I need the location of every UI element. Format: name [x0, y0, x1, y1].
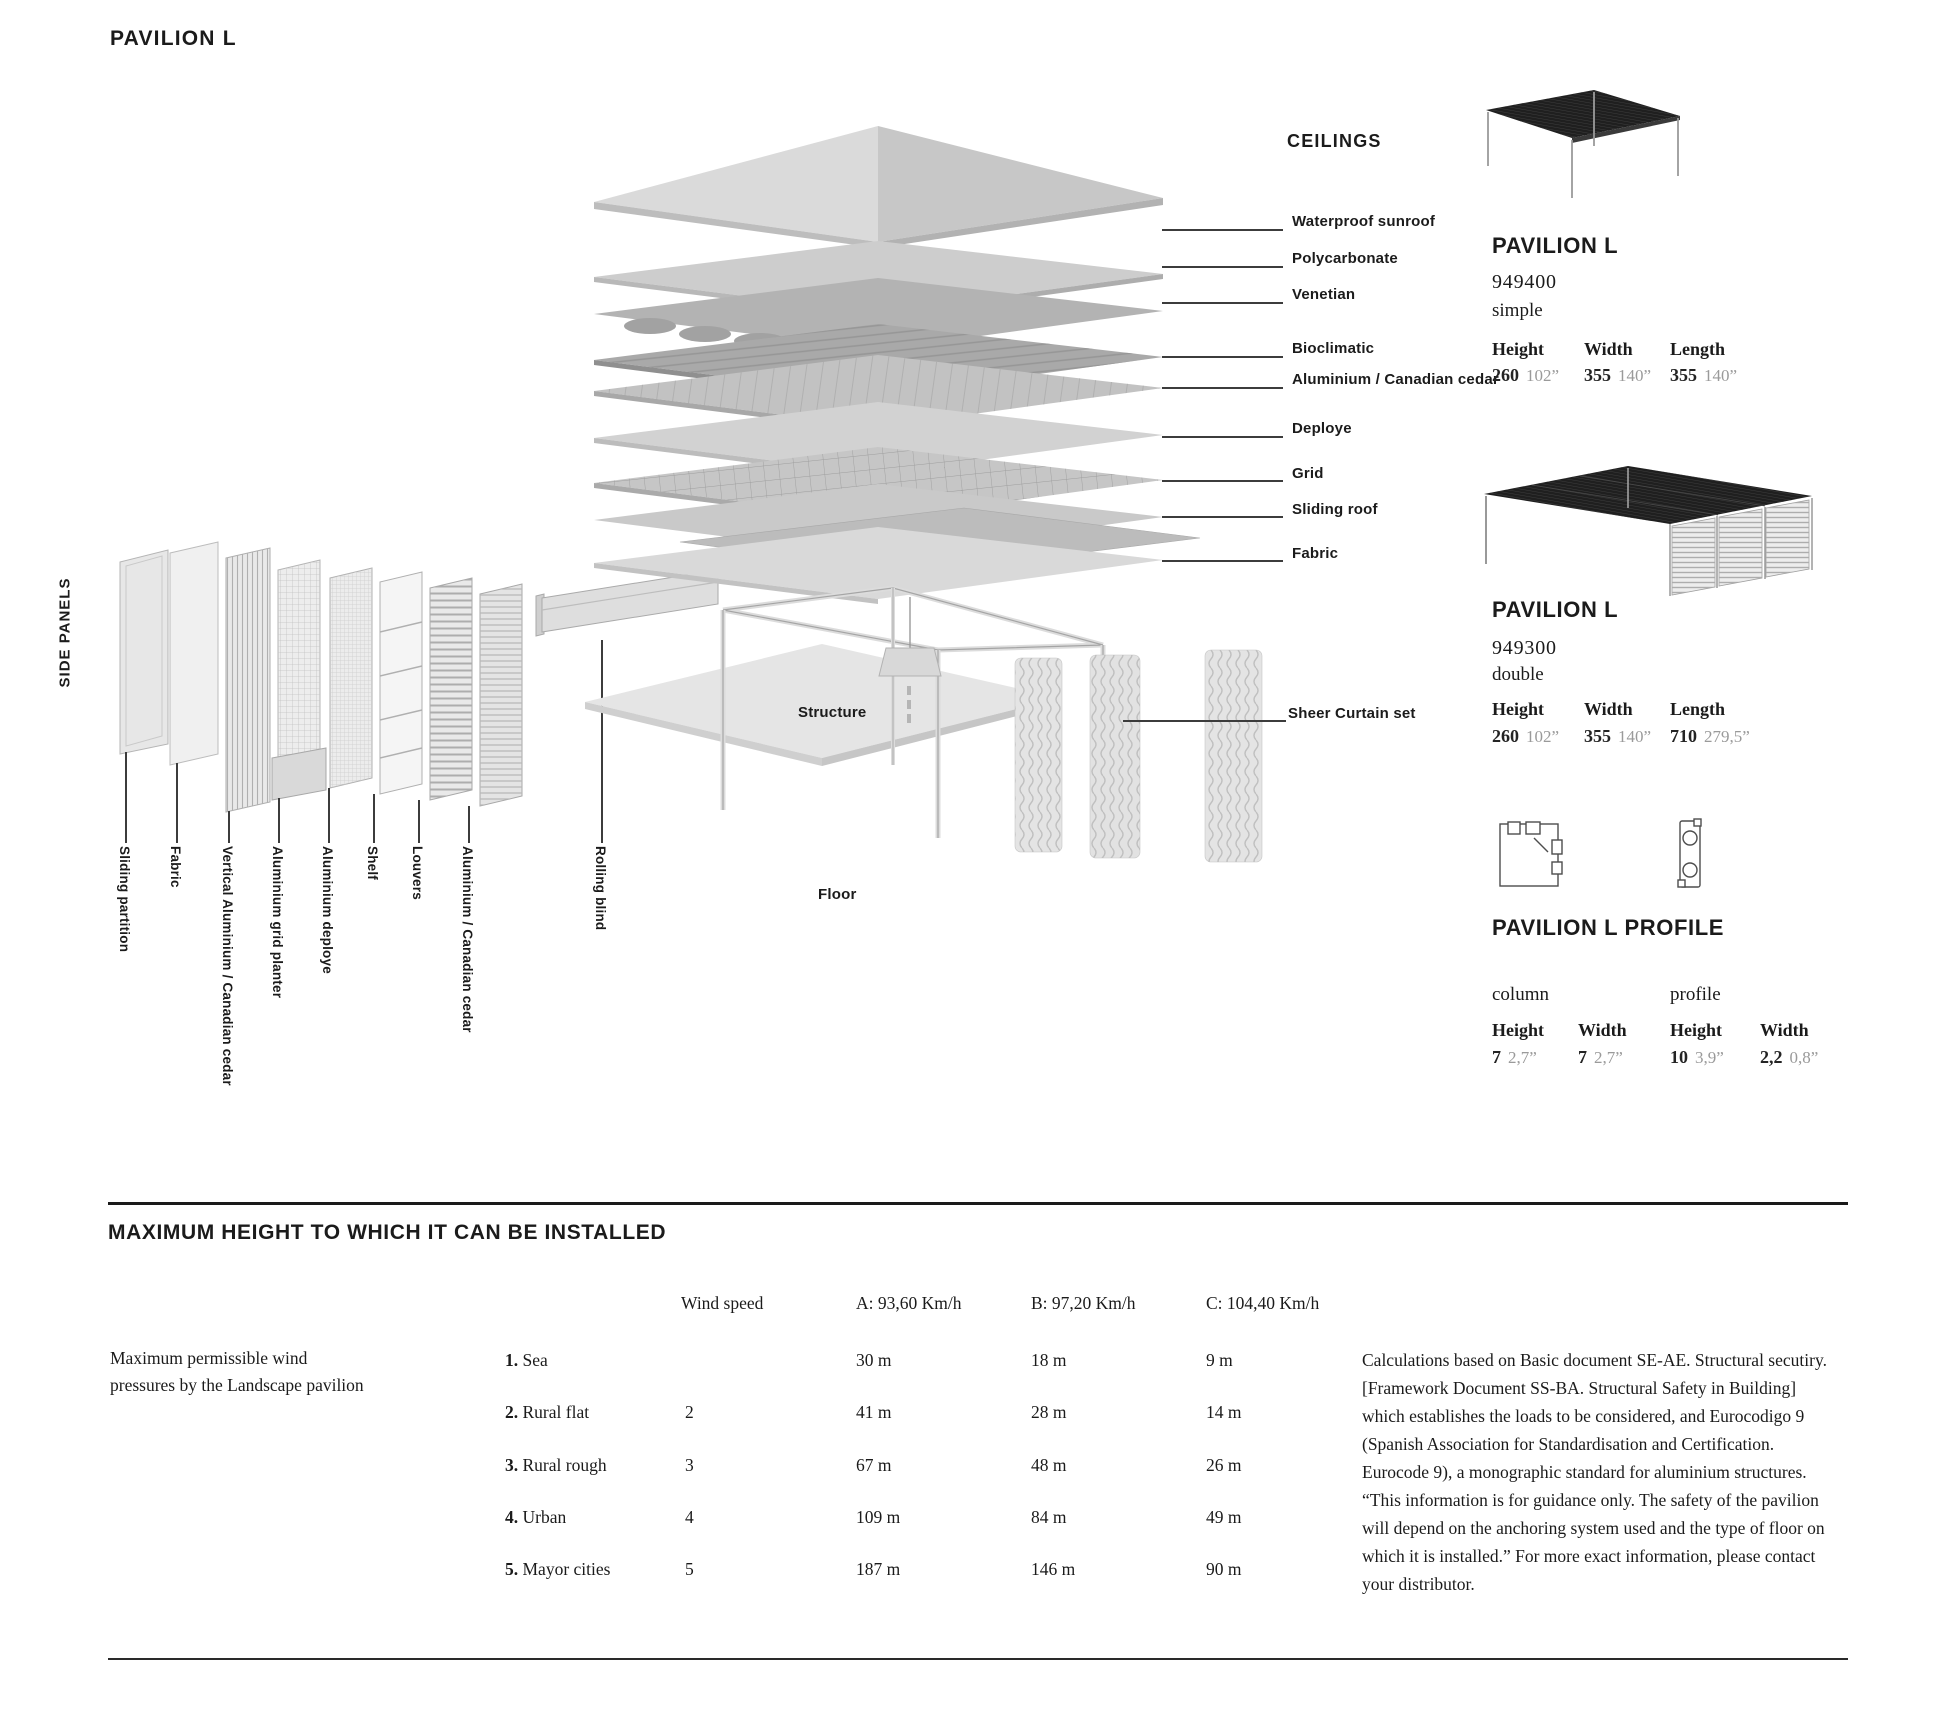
table-row-terrain — [505, 1559, 610, 1580]
dim-value — [1670, 365, 1737, 386]
terrain-name: Urban — [522, 1507, 567, 1527]
dim-cm: 260 — [1492, 365, 1519, 385]
dim-inch: 140” — [1618, 366, 1652, 385]
table-cell-b: 84 m — [1031, 1507, 1067, 1527]
profile-drawings — [1496, 818, 1786, 896]
product-code: 949400 — [1492, 271, 1557, 293]
table-cell-c: 90 m — [1206, 1559, 1242, 1579]
section-divider — [108, 1202, 1848, 1205]
panel-aluminium-cedar — [480, 584, 522, 806]
leader-line — [125, 752, 127, 843]
dim-header: Width — [1584, 339, 1633, 359]
pavilion-double-thumbnail — [1478, 460, 1818, 610]
product-title: PAVILION L — [1492, 597, 1619, 622]
leader-line — [278, 798, 280, 843]
table-row-terrain — [505, 1402, 589, 1423]
leader-line — [1162, 356, 1283, 358]
profile-group-label: column — [1492, 984, 1549, 1005]
dim-value — [1492, 365, 1559, 386]
bottom-divider — [108, 1658, 1848, 1660]
ceiling-layer-label: Venetian — [1292, 286, 1356, 303]
ceiling-layer-label: Fabric — [1292, 545, 1339, 562]
terrain-number: 4. — [505, 1507, 519, 1527]
dim-value — [1584, 726, 1651, 747]
side-panel-label: Louvers — [410, 846, 425, 900]
col-header-wind-speed: Wind speed — [681, 1293, 764, 1313]
layer-waterproof-sunroof — [594, 126, 1163, 248]
ceiling-layer-label: Sliding roof — [1292, 501, 1378, 518]
dim-value — [1670, 1047, 1724, 1068]
calculations-note: Calculations based on Basic document SE-AE. Structural secutiry. [Framework Document SS-BA. Structural Safety in Building] which establishes the loads to be considered, and Eurocodigo 9 (Spanish Association for Standardisation and Certification. Eurocode 9), a monographic standard for aluminium structures. “This information is for guidance only. The safety of the pavilion will depend on the anchoring system used and the type of floor on which it is installed.” For more exact information, please contact your distributor. — [1362, 1350, 1827, 1594]
structure-label: Structure — [798, 704, 867, 721]
dim-header: Height — [1492, 699, 1544, 719]
dim-header: Height — [1492, 339, 1544, 359]
dim-inch: 140” — [1618, 727, 1652, 746]
dim-inch: 0,8” — [1789, 1048, 1819, 1067]
leader-line — [1162, 229, 1283, 231]
panel-vertical-aluminium — [226, 548, 270, 812]
leader-line — [328, 788, 330, 843]
leader-line — [1162, 387, 1283, 389]
table-cell-b: 28 m — [1031, 1402, 1067, 1422]
profile-group-label: profile — [1670, 984, 1721, 1005]
table-cell-grade: 5 — [685, 1559, 694, 1579]
floor-label: Floor — [818, 886, 857, 903]
side-panel-label: Aluminium deploye — [320, 846, 335, 974]
dim-header: Height — [1670, 1020, 1722, 1040]
dim-header: Length — [1670, 699, 1726, 719]
column-profile-drawing — [1500, 822, 1562, 886]
panel-aluminium-deploye — [330, 568, 372, 788]
table-row-terrain — [505, 1455, 607, 1476]
dim-cm: 7 — [1578, 1047, 1587, 1067]
dim-header: Height — [1492, 1020, 1544, 1040]
table-cell-b: 146 m — [1031, 1559, 1076, 1579]
col-header-c: C: 104,40 Km/h — [1206, 1293, 1320, 1313]
dim-cm: 355 — [1584, 365, 1611, 385]
dim-cm: 2,2 — [1760, 1047, 1783, 1067]
table-cell-a: 30 m — [856, 1350, 892, 1370]
sheer-curtain-label: Sheer Curtain set — [1288, 705, 1416, 722]
product-code: 949300 — [1492, 637, 1557, 659]
col-header-a: A: 93,60 Km/h — [856, 1293, 962, 1313]
profile-title: PAVILION L PROFILE — [1492, 915, 1725, 940]
table-row-terrain — [505, 1507, 566, 1528]
table-caption-line: pressures by the Landscape pavilion — [110, 1375, 364, 1395]
ceiling-layer-label: Deploye — [1292, 420, 1352, 437]
dim-header: Width — [1584, 699, 1633, 719]
dim-cm: 710 — [1670, 726, 1697, 746]
dim-inch: 2,7” — [1508, 1048, 1537, 1067]
dim-value — [1584, 365, 1651, 386]
leader-line — [176, 763, 178, 843]
ceilings-diagram — [560, 110, 1284, 950]
dim-inch: 102” — [1526, 727, 1560, 746]
leader-line — [1162, 480, 1283, 482]
product-variant: simple — [1492, 300, 1543, 321]
table-cell-a: 109 m — [856, 1507, 901, 1527]
leader-line — [228, 811, 230, 843]
side-panel-label: Fabric — [168, 846, 183, 888]
leader-line — [418, 800, 420, 843]
leader-line — [1162, 436, 1283, 438]
side-panel-label: Aluminium grid planter — [270, 846, 285, 999]
table-cell-grade: 3 — [685, 1455, 694, 1475]
dim-header: Width — [1760, 1020, 1809, 1040]
dim-header: Width — [1578, 1020, 1627, 1040]
leader-line — [1162, 302, 1283, 304]
sheer-curtains — [1015, 650, 1262, 862]
max-height-title: MAXIMUM HEIGHT TO WHICH IT CAN BE INSTALLED — [108, 1221, 667, 1244]
side-panel-label: Sliding partition — [117, 846, 132, 953]
panel-shelf — [380, 572, 422, 794]
dim-value — [1760, 1047, 1818, 1068]
table-caption-line: Maximum permissible wind — [110, 1348, 308, 1368]
side-panel-label: Vertical Aluminium / Canadian cedar — [220, 846, 235, 1086]
table-cell-a: 67 m — [856, 1455, 892, 1475]
table-cell-c: 26 m — [1206, 1455, 1242, 1475]
table-cell-a: 41 m — [856, 1402, 892, 1422]
table-cell-b: 48 m — [1031, 1455, 1067, 1475]
dim-value — [1492, 726, 1559, 747]
table-cell-c: 14 m — [1206, 1402, 1242, 1422]
side-panel-label: Rolling blind — [593, 846, 608, 931]
terrain-name: Mayor cities — [522, 1559, 611, 1579]
dim-cm: 355 — [1670, 365, 1697, 385]
dim-cm: 7 — [1492, 1047, 1501, 1067]
dim-inch: 2,7” — [1594, 1048, 1623, 1067]
page-title: PAVILION L — [110, 27, 237, 50]
terrain-number: 3. — [505, 1455, 519, 1475]
leader-line — [1162, 516, 1283, 518]
dim-cm: 10 — [1670, 1047, 1688, 1067]
dim-value — [1578, 1047, 1623, 1068]
table-cell-grade: 4 — [685, 1507, 694, 1527]
table-cell-grade: 2 — [685, 1402, 694, 1422]
dim-inch: 102” — [1526, 366, 1560, 385]
leader-line — [373, 794, 375, 843]
panel-fabric — [170, 542, 218, 765]
panel-sliding-partition — [120, 550, 168, 754]
ceilings-section-label: CEILINGS — [1287, 131, 1382, 151]
dim-cm: 355 — [1584, 726, 1611, 746]
ceiling-layer-label: Aluminium / Canadian cedar — [1292, 371, 1499, 388]
terrain-number: 1. — [505, 1350, 519, 1370]
panel-louvers — [430, 578, 472, 800]
leader-line — [468, 806, 470, 843]
terrain-name: Rural flat — [522, 1402, 590, 1422]
terrain-name: Rural rough — [522, 1455, 607, 1475]
dim-header: Length — [1670, 339, 1726, 359]
side-panel-label: Shelf — [365, 846, 380, 881]
ceiling-layer-label: Waterproof sunroof — [1292, 213, 1436, 230]
leader-line — [1123, 720, 1286, 722]
table-cell-c: 9 m — [1206, 1350, 1233, 1370]
dim-value — [1670, 726, 1750, 747]
terrain-number: 2. — [505, 1402, 519, 1422]
pavilion-simple-thumbnail — [1478, 86, 1688, 201]
table-cell-c: 49 m — [1206, 1507, 1242, 1527]
table-row-terrain — [505, 1350, 548, 1371]
ceiling-layer-label: Polycarbonate — [1292, 250, 1398, 267]
dim-cm: 260 — [1492, 726, 1519, 746]
beam-profile-drawing — [1678, 819, 1701, 887]
dim-inch: 3,9” — [1695, 1048, 1724, 1067]
leader-line — [1162, 560, 1283, 562]
side-panels-section-label: SIDE PANELS — [56, 577, 74, 688]
ceiling-layer-label: Bioclimatic — [1292, 340, 1375, 357]
side-panel-label: Aluminium / Canadian cedar — [460, 846, 475, 1033]
col-header-b: B: 97,20 Km/h — [1031, 1293, 1136, 1313]
dim-inch: 140” — [1704, 366, 1738, 385]
terrain-number: 5. — [505, 1559, 519, 1579]
terrain-name: Sea — [522, 1350, 548, 1370]
ceiling-layer-label: Grid — [1292, 465, 1324, 482]
product-title: PAVILION L — [1492, 233, 1619, 258]
dim-inch: 279,5” — [1704, 727, 1750, 746]
dim-value — [1492, 1047, 1537, 1068]
table-cell-b: 18 m — [1031, 1350, 1067, 1370]
table-cell-a: 187 m — [856, 1559, 901, 1579]
leader-line — [1162, 266, 1283, 268]
panel-grid-planter — [272, 560, 326, 800]
product-variant: double — [1492, 664, 1544, 685]
